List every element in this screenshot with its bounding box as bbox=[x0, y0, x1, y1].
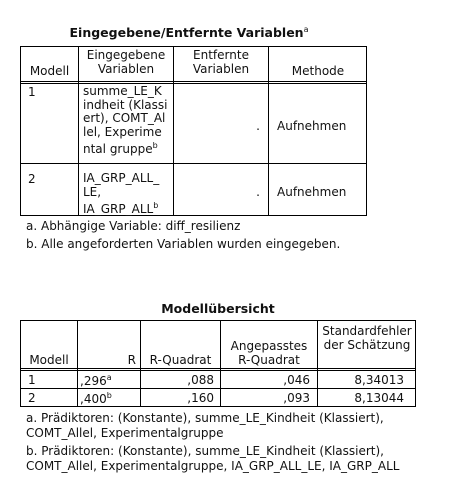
table2-header-r bbox=[80, 353, 136, 367]
table1-note-a-text: a. Abhängige Variable: diff_resilienz bbox=[26, 219, 241, 233]
table1-header-entfernte bbox=[182, 48, 260, 76]
table2-header-modell bbox=[21, 353, 77, 367]
table2-row2-se bbox=[320, 391, 404, 405]
table2-note-b bbox=[26, 444, 456, 474]
table1-row2-entered-footnote-marker: b bbox=[153, 201, 159, 210]
table2-row1-r bbox=[80, 373, 112, 388]
table2-row2-adj-r2 bbox=[230, 391, 310, 405]
table1-row2-model-text: 2 bbox=[28, 172, 36, 186]
table1-row1-method-text: Aufnehmen bbox=[277, 119, 347, 133]
table2-row1-r2 bbox=[150, 373, 214, 387]
table2-row2-r2-text: ,160 bbox=[187, 391, 214, 405]
table1-row2-entered bbox=[83, 172, 168, 217]
table2-row1-model bbox=[28, 373, 36, 387]
table2-row2-r bbox=[80, 391, 112, 406]
table1-title-footnote-marker: a bbox=[303, 25, 309, 34]
table2-note-a-text: a. Prädiktoren: (Konstante), summe_LE_Kindheit (Klassiert), COMT_Allel, Experimentalgruppe bbox=[26, 411, 384, 440]
table2-row2-model bbox=[28, 391, 36, 405]
table2-note-b-text: b. Prädiktoren: (Konstante), summe_LE_Kindheit (Klassiert), COMT_Allel, Experimentalgruppe, IA_GRP_ALL_LE, IA_GRP_ALL bbox=[26, 444, 400, 473]
table1-row1-method bbox=[277, 119, 346, 133]
table1-row2-removed-text: . bbox=[256, 185, 260, 199]
table1-row1-removed-text: . bbox=[256, 119, 260, 133]
table2-row1-se bbox=[320, 373, 404, 387]
table1-header-modell-text: Modell bbox=[29, 64, 70, 78]
table1-header-eingegebene bbox=[84, 48, 168, 76]
table1-header-modell bbox=[21, 64, 78, 78]
table2-row2-r-text: ,400 bbox=[80, 392, 107, 406]
table2-note-a bbox=[26, 411, 456, 441]
table1-title-text: Eingegebene/Entfernte Variablen bbox=[69, 25, 304, 41]
table2-row1-r2-text: ,088 bbox=[187, 373, 214, 387]
table1-row2-entered-text: IA_GRP_ALL_ LE, IA_GRP_ALL bbox=[83, 171, 160, 216]
table1-row1-model bbox=[28, 85, 36, 99]
table1-note-b-text: b. Alle angeforderten Variablen wurden eingegeben. bbox=[26, 237, 341, 251]
table2-header-r-quadrat bbox=[141, 353, 220, 367]
table2-title-text: Modellübersicht bbox=[161, 301, 275, 316]
table1-header-entfernte-text: Entfernte Variablen bbox=[192, 48, 250, 76]
table1-row2-method-text: Aufnehmen bbox=[277, 185, 347, 199]
table2-row2-se-text: 8,13044 bbox=[354, 391, 404, 405]
table1-row1-removed bbox=[180, 119, 260, 133]
table2-row2-model-text: 2 bbox=[28, 391, 36, 405]
table2-row1-model-text: 1 bbox=[28, 373, 36, 387]
table2-row2-adj-r2-text: ,093 bbox=[283, 391, 310, 405]
table1-header-eingegebene-text: Eingegebene Variablen bbox=[86, 48, 166, 76]
table1-header-methode bbox=[270, 64, 366, 78]
table2-row1-r-text: ,296 bbox=[80, 374, 107, 388]
table2-row2-r-footnote-marker: b bbox=[106, 391, 112, 400]
table2-header-standardfehler-text: Standardfehler der Schätzung bbox=[322, 324, 412, 352]
table1-title bbox=[22, 25, 356, 40]
table1-row1-entered bbox=[83, 85, 168, 157]
table1-row2-removed bbox=[180, 185, 260, 199]
table1-row1-entered-footnote-marker: b bbox=[152, 141, 158, 150]
table2-header-r-quadrat-text: R-Quadrat bbox=[149, 353, 212, 367]
table1-row1-model-text: 1 bbox=[28, 85, 36, 99]
table2-header-r-text: R bbox=[127, 353, 136, 367]
table1-header-methode-text: Methode bbox=[291, 64, 345, 78]
table2-title bbox=[20, 301, 416, 316]
table2-header-standardfehler bbox=[322, 324, 412, 352]
table1-note-a bbox=[26, 219, 240, 234]
table2-row1-r-footnote-marker: a bbox=[106, 373, 112, 382]
table2-row1-adj-r2 bbox=[230, 373, 310, 387]
table2-row1-se-text: 8,34013 bbox=[354, 373, 404, 387]
table1-row2-model bbox=[28, 172, 36, 186]
table1-row1-entered-text: summe_LE_K indheit (Klassiert), COMT_Allel, Experimental gruppe bbox=[83, 84, 168, 156]
table1-row2-method bbox=[277, 185, 346, 199]
table2-row1-adj-r2-text: ,046 bbox=[283, 373, 310, 387]
table2-header-angepasstes bbox=[226, 339, 312, 367]
table2-row2-r2 bbox=[150, 391, 214, 405]
table2-header-angepasstes-text: Angepasstes R-Quadrat bbox=[230, 339, 308, 367]
table1-note-b bbox=[26, 237, 340, 252]
table2-header-modell-text: Modell bbox=[29, 353, 69, 367]
